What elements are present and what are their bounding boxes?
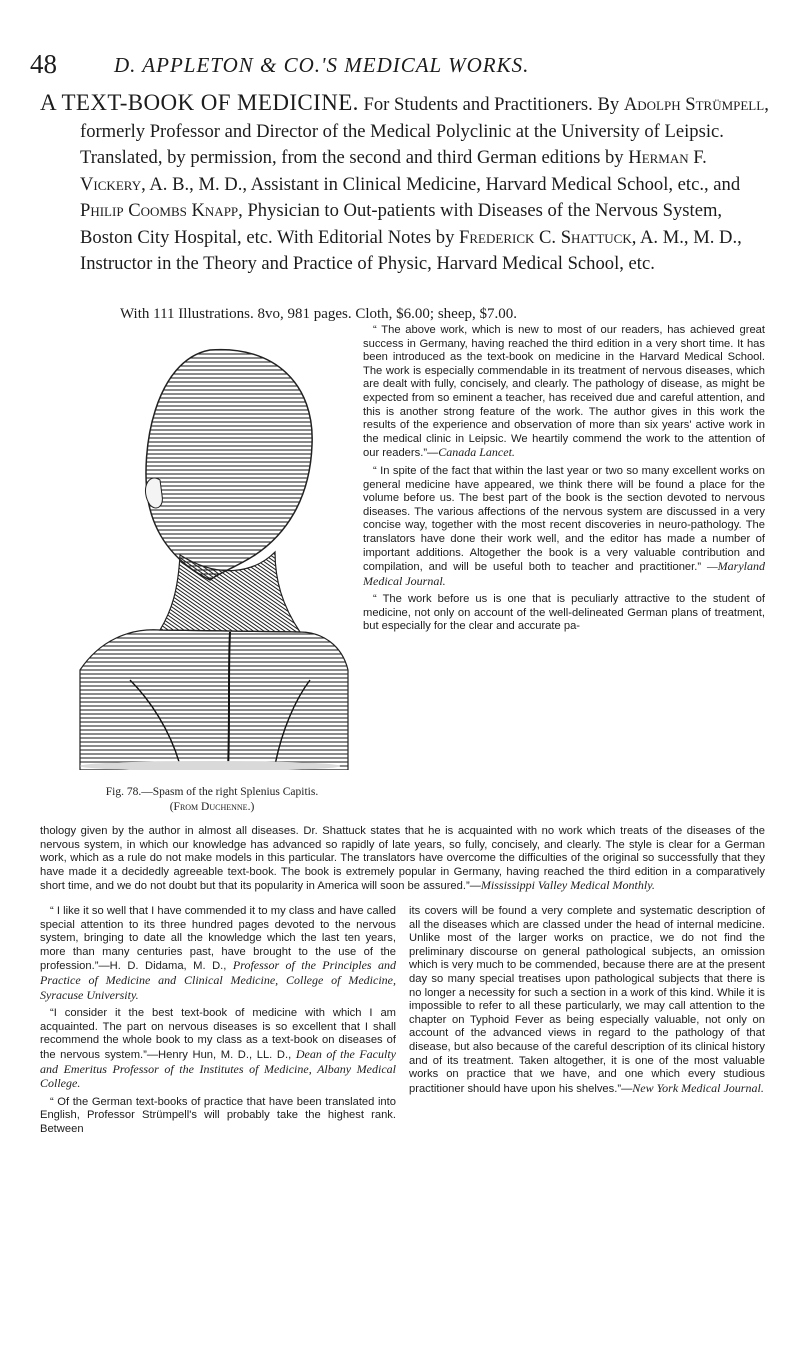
review-maryland-medical-journal bbox=[363, 465, 765, 589]
review-source: —Maryland Medical Journal. bbox=[363, 559, 766, 588]
editor-name: Frederick C. Shattuck, bbox=[459, 226, 637, 248]
figure-caption-line-2: (From Duchenne.) bbox=[169, 801, 255, 813]
review-text: “ The above work, which is new to most of our readers, has achieved great success in Germany, having reached the third edition in a very short time. It has been introduced as the text-book on medicine in the Harvard Medical School. The work is especially commendable in its treatment of nervous diseases, which are dealt with fully, concisely, and clearly. The pathology of disease, as might be expected from so eminent a teacher, has received due and careful attention, and this is another strong feature of the work. The author gives in this work the results of the experience and observation of more than six years' active work in the medical clinic in Leipsic. We heartily commend the work to the attention of our readers.”— bbox=[363, 324, 765, 460]
book-title: A TEXT-BOOK OF MEDICINE. bbox=[40, 90, 359, 115]
review-hun bbox=[40, 1007, 396, 1092]
by-label: By bbox=[597, 94, 620, 115]
page-header bbox=[30, 50, 770, 82]
figure-caption bbox=[78, 785, 346, 815]
review-text: “ Of the German text-books of practice that have been translated into English, Professor Strümpell's will probably take the highest rank. Between bbox=[40, 1095, 396, 1135]
review-text: its covers will be found a very complete and systematic description of all the diseases which are classed under the head of internal medicine. Unlike most of the larger works on practice, we do not find the preliminary discourse on general pathological subjects, an omission which is very much to be commended, because there are at the present day so many special treatises upon pathological subjects that there is no longer a necessity for such a section in a work of this kind. While it is impossible to refer to all these particularly, we may call attention to the chapter on Typhoid Fever as being especially valuable, not only on account of the advanced views in regard to the pathology of that disease, but also because of the careful description of its clinical history and of its treatment. Taken altogether, it is one of the most valuable works on practice that we have, and one which every studious practitioner should have upon his shelves.”— bbox=[409, 905, 765, 1095]
review-mississippi-start bbox=[363, 593, 765, 634]
translator-name-2: Philip Coombs Knapp, bbox=[80, 200, 243, 221]
review-text: “ I like it so well that I have commended it to my class and have called special attention to its three hundred pages devoted to the nervous system, bringing to date all the knowledge which the last ten years, more than many centuries past, have brought to the use of the profession.”—H. D. Didama, M. D., bbox=[40, 905, 396, 973]
translator-description-2: Physician to Out-patients with Diseases of the Nervous System, Boston City Hospital, etc. With Editorial Notes by bbox=[80, 200, 723, 248]
book-entry bbox=[40, 90, 770, 278]
book-subtitle: For Students and Practitioners. bbox=[363, 94, 593, 115]
two-column-reviews bbox=[40, 905, 765, 1141]
editor-description: A. M., M. D., Instructor in the Theory and Practice of Physic, Harvard Medical School, etc. bbox=[80, 226, 742, 274]
review-text: thology given by the author in almost all diseases. Dr. Shattuck states that he is acquainted with no work which treats of the diseases of the nervous system, in which our knowledge has advanced so rapidly of late years, so fully, concisely, and clearly. The style is clear for a German work, which as a rule do not make models in this particular. The translators have overcome the difficulties of the original so successfully that they have made it a decidedly agreeable text-book. The book is extremely popular in Germany, having reached the third edition in a comparatively short time, and we do not doubt but that its popularity in America will soon be assured.”— bbox=[40, 825, 765, 893]
page-number: 48 bbox=[30, 49, 57, 79]
review-canada-lancet bbox=[363, 324, 765, 461]
head-shape bbox=[146, 350, 312, 580]
review-source: Professor of the Principles and Practice of Medicine and Clinical Medicine, College of Medicine, Syracuse University. bbox=[40, 958, 396, 1002]
review-text: “ In spite of the fact that within the last year or two so many excellent works on general medicine have appeared, we think there will be found a place for the volume before us. The best part of the book is the section devoted to nervous diseases. The various affections of the nervous system are discussed in a very concise way, together with the most recent discoveries in neuro-pathology. The translators have done their work well, and the editor has made a number of important additions. Altogether the book is a very valuable contribution and compilation, and will be useful both to teacher and practitioner.” bbox=[363, 464, 765, 574]
review-new-york-continued bbox=[409, 905, 765, 1096]
review-source: New York Medical Journal. bbox=[632, 1080, 764, 1095]
review-text: “I consider it the best text-book of medicine with which I am acquainted. The part on nervous diseases is so excellent that I shall recommend the whole book to my class as a text-book on diseases of the nervous system.”—Henry Hun, M. D., LL. D., bbox=[40, 1007, 396, 1061]
author-name: Adolph Strümpell, bbox=[623, 94, 769, 115]
review-mississippi-continued bbox=[40, 825, 765, 894]
review-source: Dean of the Faculty and Emeritus Professor of the Institutes of Medicine, Albany Medical College. bbox=[40, 1046, 397, 1091]
review-text: “ The work before us is one that is peculiarly attractive to the student of medicine, not only on account of the well-delineated German plans of treatment, but especially for the clear and accurate pa- bbox=[363, 593, 765, 633]
translator-name-1: Herman F. Vickery, bbox=[80, 147, 707, 195]
figure-caption-line-1: Fig. 78.—Spasm of the right Splenius Capitis. bbox=[105, 786, 319, 798]
review-source: Canada Lancet. bbox=[438, 445, 515, 460]
review-didama bbox=[40, 905, 396, 1003]
review-source: Mississippi Valley Medical Monthly. bbox=[480, 878, 655, 893]
reviews-right-column bbox=[363, 324, 765, 638]
running-head: D. APPLETON & CO.'S MEDICAL WORKS. bbox=[114, 53, 530, 77]
left-column bbox=[40, 905, 396, 1141]
shoulders-shape bbox=[80, 630, 348, 770]
author-description: formerly Professor and Director of the Medical Polyclinic at the University of Leipsic. Translated, by permission, from the second and third German editions by bbox=[80, 120, 724, 168]
review-new-york-start bbox=[40, 1096, 396, 1137]
publication-details: With 111 Illustrations. 8vo, 981 pages. Cloth, $6.00; sheep, $7.00. bbox=[120, 306, 518, 322]
right-column bbox=[409, 905, 765, 1141]
translator-description-1: A. B., M. D., Assistant in Clinical Medicine, Harvard Medical School, etc., and bbox=[149, 173, 741, 195]
anatomical-illustration bbox=[60, 340, 350, 770]
